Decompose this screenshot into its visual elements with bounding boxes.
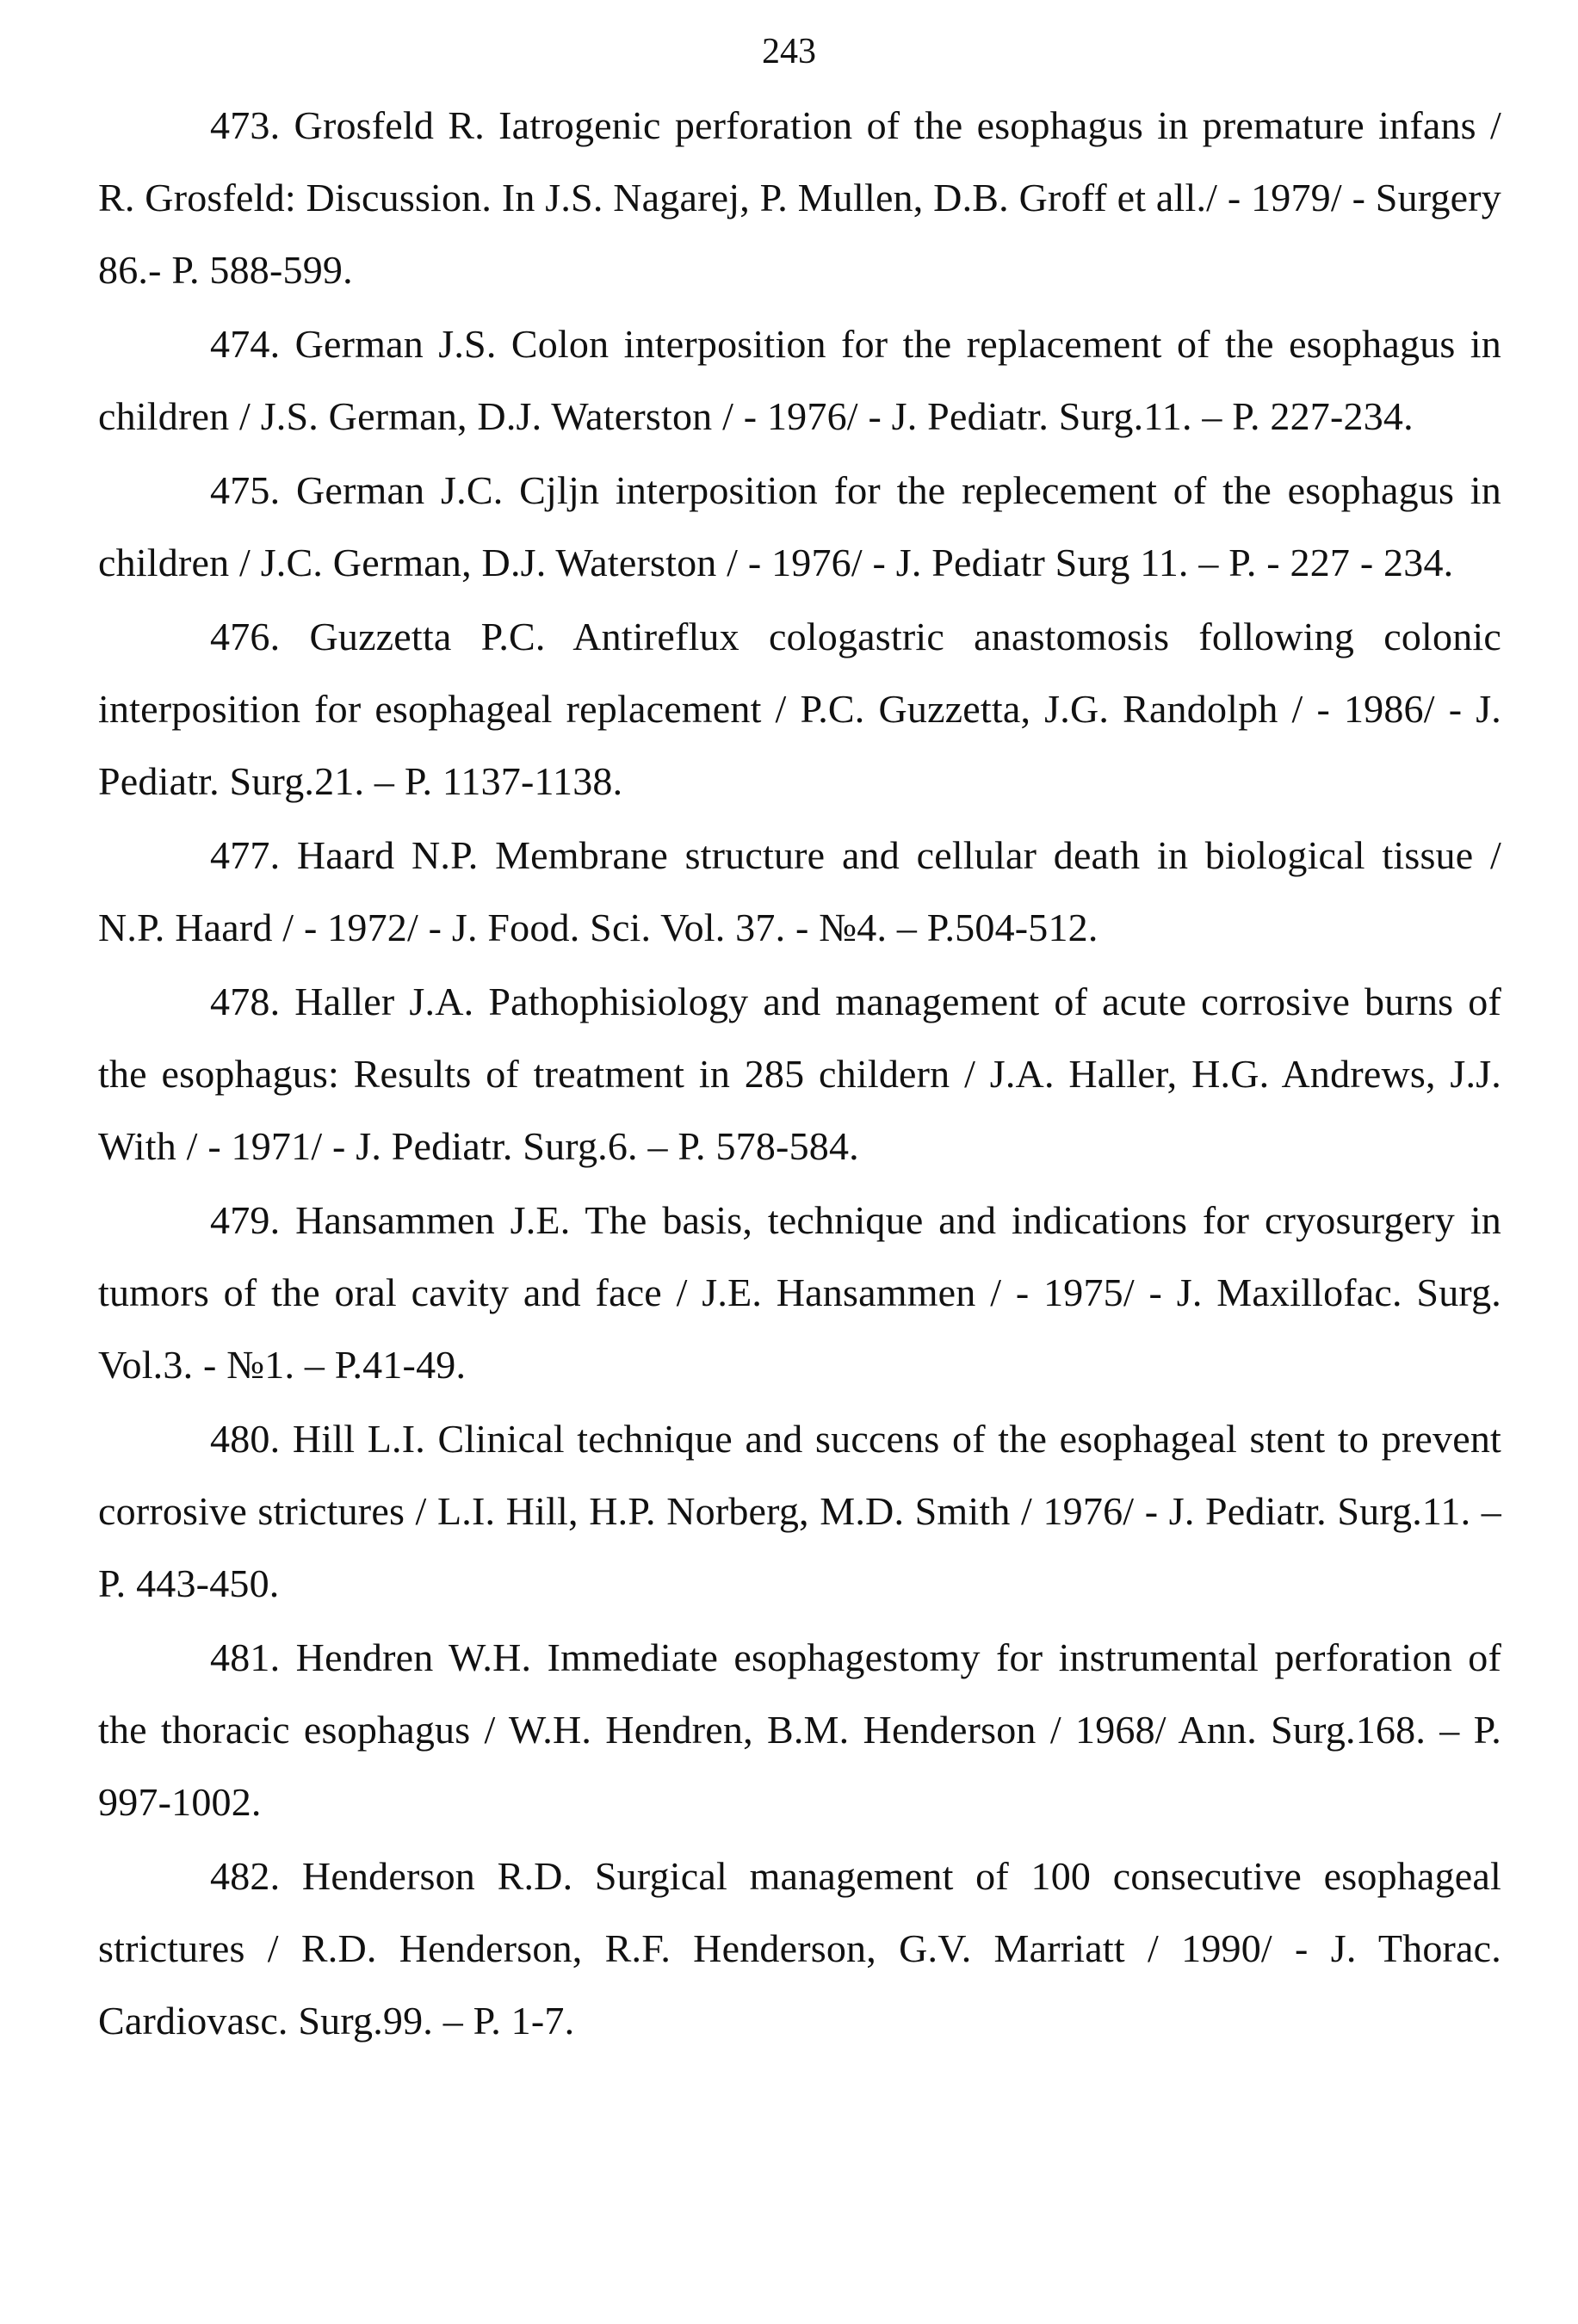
reference-item: 479. Hansammen J.E. The basis, technique and indications for cryosurgery in tumors of the oral cavity and face / J.E. Hansammen / - 1975/ - J. Maxillofac. Surg. Vol.3. - №1. – P.41-49. — [98, 1198, 1501, 1387]
reference-item: 477. Haard N.P. Membrane structure and cellular death in biological tissue / N.P. Haard / - 1972/ - J. Food. Sci. Vol. 37. - №4. – P.504-512. — [98, 833, 1501, 949]
reference-item: 476. Guzzetta P.C. Antireflux cologastric anastomosis following colonic interposition for esophageal replacement / P.C. Guzzetta, J.G. Randolph / - 1986/ - J. Pediatr. Surg.21. – P. 1137-1138. — [98, 615, 1501, 803]
reference-item: 478. Haller J.A. Pathophisiology and management of acute corrosive burns of the esophagus: Results of treatment in 285 childern / J.A. Haller, H.G. Andrews, J.J. With / - 1971/ - J. Pediatr. Surg.6. – P. 578-584. — [98, 980, 1501, 1168]
page-number: 243 — [762, 32, 816, 71]
reference-item: 481. Hendren W.H. Immediate esophagestomy for instrumental perforation of the thoracic esophagus / W.H. Hendren, B.M. Henderson / 1968/ Ann. Surg.168. – P. 997-1002. — [98, 1635, 1501, 1824]
reference-list — [98, 90, 1501, 2059]
reference-item: 474. German J.S. Colon interposition for the replacement of the esophagus in children / J.S. German, D.J. Waterston / - 1976/ - J. Pediatr. Surg.11. – P. 227-234. — [98, 322, 1501, 438]
reference-item: 475. German J.C. Cjljn interposition for the replecement of the esophagus in children / J.C. German, D.J. Waterston / - 1976/ - J. Pediatr Surg 11. – P. - 227 - 234. — [98, 468, 1501, 584]
reference-item: 482. Henderson R.D. Surgical management of 100 consecutive esophageal strictures / R.D. Henderson, R.F. Henderson, G.V. Marriatt / 1990/ - J. Thorac. Cardiovasc. Surg.99. – P. 1-7. — [98, 1854, 1501, 2043]
reference-item: 473. Grosfeld R. Iatrogenic perforation of the esophagus in premature infans / R. Grosfeld: Discussion. In J.S. Nagarej, P. Mullen, D.B. Groff et all./ - 1979/ - Surgery 86.- P. 588-599. — [98, 103, 1501, 292]
reference-item: 480. Hill L.I. Clinical technique and succens of the esophageal stent to prevent corrosive strictures / L.I. Hill, H.P. Norberg, M.D. Smith / 1976/ - J. Pediatr. Surg.11. – P. 443-450. — [98, 1417, 1501, 1605]
